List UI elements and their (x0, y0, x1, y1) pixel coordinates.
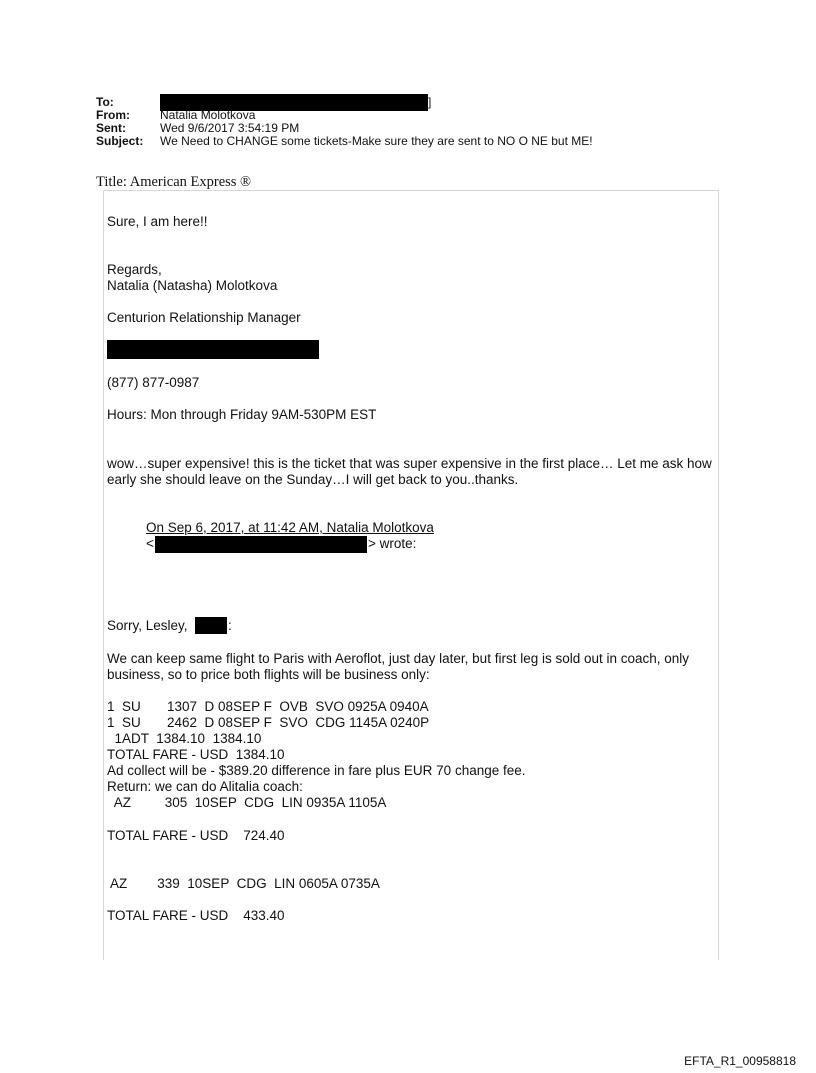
quoted-message: wow…super expensive! this is the ticket that was super expensive in the first place… Let me ask how early she should leave on the Sunday…I will get back to you..thanks. (107, 456, 712, 487)
itinerary-line: 1ADT 1384.10 1384.10 (107, 731, 262, 746)
document-id: EFTA_R1_00958818 (684, 1054, 796, 1068)
from-value: Natalia Molotkova (160, 108, 256, 122)
signature-phone: (877) 877-0987 (107, 375, 200, 390)
message-frame (103, 190, 719, 960)
reply-greeting: Sure, I am here!! (107, 214, 208, 229)
total-fare: TOTAL FARE - USD 433.40 (107, 908, 285, 923)
itinerary-line: 1 SU 2462 D 08SEP F SVO CDG 1145A 0240P (107, 715, 430, 730)
signature-role: Centurion Relationship Manager (107, 310, 301, 325)
from-label: From: (96, 108, 130, 122)
itinerary-line: 1 SU 1307 D 08SEP F OVB SVO 0925A 0940A (107, 699, 429, 714)
signature-name: Natalia (Natasha) Molotkova (107, 278, 278, 293)
title-line: Title: American Express ® (96, 174, 252, 190)
subject-label: Subject: (96, 134, 144, 148)
itinerary-line: AZ 339 10SEP CDG LIN 0605A 0735A (107, 876, 380, 891)
itinerary-line: Ad collect will be - $389.20 difference in fare plus EUR 70 change fee. (107, 763, 526, 778)
regards-line: Regards, (107, 262, 162, 277)
sent-value: Wed 9/6/2017 3:54:19 PM (160, 121, 300, 135)
quote-attribution-open: < (146, 536, 154, 551)
itinerary-line: TOTAL FARE - USD 1384.10 (107, 747, 285, 762)
original-greeting: Sorry, Lesley, (107, 618, 188, 633)
total-fare: TOTAL FARE - USD 724.40 (107, 828, 285, 843)
quote-attribution: On Sep 6, 2017, at 11:42 AM, Natalia Molotkova (146, 520, 434, 535)
redaction-block (155, 536, 367, 553)
quote-attribution-wrote: > wrote: (368, 536, 417, 551)
signature-hours: Hours: Mon through Friday 9AM-530PM EST (107, 407, 377, 422)
redaction-block (195, 617, 227, 634)
greeting-colon: : (228, 618, 232, 633)
itinerary-line: AZ 305 10SEP CDG LIN 0935A 1105A (107, 795, 387, 810)
redaction-block (107, 340, 319, 359)
email-header (96, 96, 593, 148)
bracket-mark: ] (428, 95, 432, 109)
original-paragraph: We can keep same flight to Paris with Aeroflot, just day later, but first leg is sold out in coach, only business, so to price both flights will be business only: (107, 651, 690, 682)
to-label: To: (96, 95, 114, 109)
itinerary-line: Return: we can do Alitalia coach: (107, 779, 303, 794)
sent-label: Sent: (96, 121, 126, 135)
subject-row (96, 135, 593, 148)
subject-value: We Need to CHANGE some tickets-Make sure they are sent to NO O NE but ME! (160, 134, 593, 148)
